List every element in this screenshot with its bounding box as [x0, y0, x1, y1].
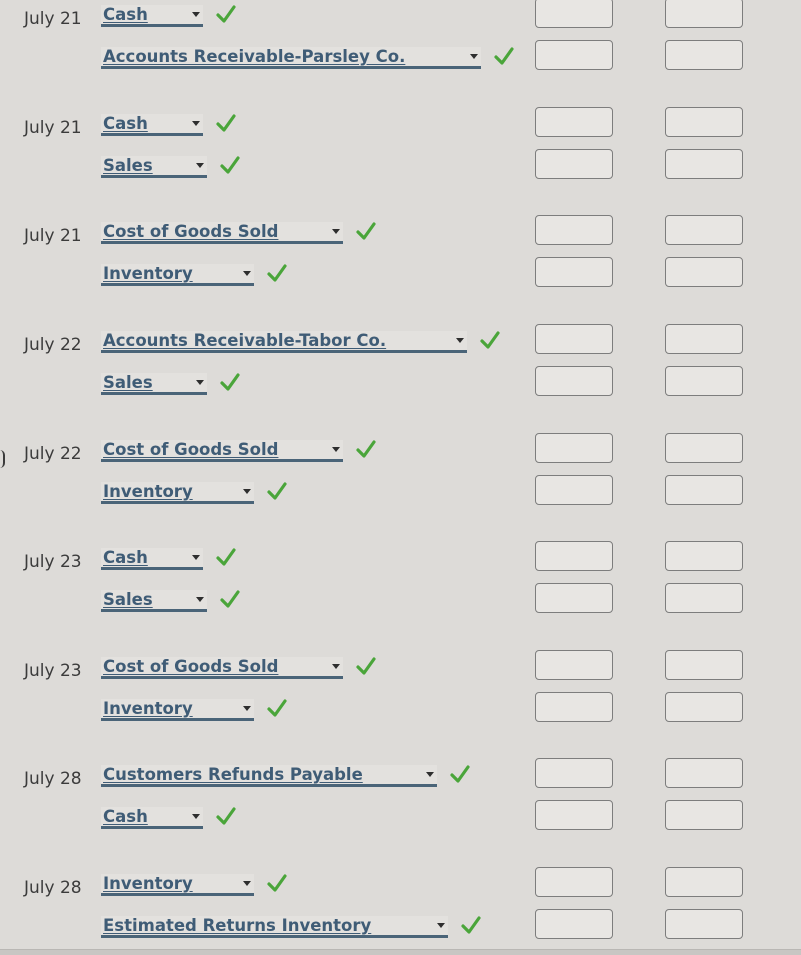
credit-input[interactable]	[665, 215, 743, 245]
account-select[interactable]	[101, 114, 203, 136]
chevron-down-icon	[243, 489, 251, 494]
entry-date: July 23	[24, 552, 82, 572]
account-select[interactable]	[101, 657, 343, 679]
debit-input[interactable]	[535, 650, 613, 680]
account-select[interactable]	[101, 5, 203, 27]
chevron-down-icon	[192, 121, 200, 126]
entry-date: July 22	[24, 444, 82, 464]
credit-input[interactable]	[665, 0, 743, 28]
journal-row	[0, 874, 801, 908]
credit-input[interactable]	[665, 541, 743, 571]
journal-row	[0, 548, 801, 582]
account-select-label: Cash	[103, 548, 148, 567]
check-icon	[449, 764, 471, 786]
journal-row	[0, 5, 801, 39]
journal-row	[0, 765, 801, 799]
debit-input[interactable]	[535, 758, 613, 788]
journal-row	[0, 657, 801, 691]
chevron-down-icon	[196, 163, 204, 168]
chevron-down-icon	[332, 664, 340, 669]
account-select-label: Sales	[103, 590, 153, 609]
check-icon	[460, 915, 482, 937]
account-select-label: Inventory	[103, 874, 193, 893]
journal-row	[0, 807, 801, 841]
chevron-down-icon	[332, 229, 340, 234]
check-icon	[215, 547, 237, 569]
entry-date: July 28	[24, 769, 82, 789]
account-select-label: Cash	[103, 114, 148, 133]
account-select-label: Sales	[103, 373, 153, 392]
credit-input[interactable]	[665, 257, 743, 287]
account-select-label: Cost of Goods Sold	[103, 440, 279, 459]
check-icon	[215, 806, 237, 828]
account-select-label: Sales	[103, 156, 153, 175]
account-select-label: Accounts Receivable-Parsley Co.	[103, 47, 406, 66]
debit-input[interactable]	[535, 800, 613, 830]
edge-marker	[0, 450, 5, 468]
credit-input[interactable]	[665, 475, 743, 505]
check-icon	[479, 330, 501, 352]
chevron-down-icon	[243, 706, 251, 711]
account-select-label: Cost of Goods Sold	[103, 657, 279, 676]
account-select[interactable]	[101, 264, 254, 286]
entry-date: July 23	[24, 661, 82, 681]
debit-input[interactable]	[535, 583, 613, 613]
debit-input[interactable]	[535, 149, 613, 179]
check-icon	[355, 439, 377, 461]
account-select[interactable]	[101, 373, 207, 395]
entry-date: July 21	[24, 9, 82, 29]
account-select[interactable]	[101, 916, 448, 938]
credit-input[interactable]	[665, 583, 743, 613]
chevron-down-icon	[332, 447, 340, 452]
credit-input[interactable]	[665, 867, 743, 897]
debit-input[interactable]	[535, 867, 613, 897]
debit-input[interactable]	[535, 257, 613, 287]
journal-row	[0, 482, 801, 516]
credit-input[interactable]	[665, 107, 743, 137]
chevron-down-icon	[196, 597, 204, 602]
debit-input[interactable]	[535, 909, 613, 939]
account-select-label: Estimated Returns Inventory	[103, 916, 372, 935]
check-icon	[266, 873, 288, 895]
account-select[interactable]	[101, 331, 467, 353]
entry-date: July 22	[24, 335, 82, 355]
check-icon	[355, 221, 377, 243]
credit-input[interactable]	[665, 149, 743, 179]
check-icon	[219, 372, 241, 394]
check-icon	[266, 698, 288, 720]
credit-input[interactable]	[665, 366, 743, 396]
debit-input[interactable]	[535, 541, 613, 571]
journal-row	[0, 590, 801, 624]
entry-date: July 28	[24, 878, 82, 898]
journal-row	[0, 699, 801, 733]
credit-input[interactable]	[665, 433, 743, 463]
journal-row	[0, 916, 801, 950]
account-select[interactable]	[101, 482, 254, 504]
journal-row	[0, 222, 801, 256]
check-icon	[266, 263, 288, 285]
account-select[interactable]	[101, 807, 203, 829]
credit-input[interactable]	[665, 324, 743, 354]
account-select[interactable]	[101, 222, 343, 244]
account-select-label: Cash	[103, 5, 148, 24]
account-select-label: Customers Refunds Payable	[103, 765, 363, 784]
debit-input[interactable]	[535, 433, 613, 463]
chevron-down-icon	[192, 814, 200, 819]
chevron-down-icon	[426, 772, 434, 777]
debit-input[interactable]	[535, 692, 613, 722]
journal-row	[0, 331, 801, 365]
check-icon	[266, 481, 288, 503]
journal-row	[0, 373, 801, 407]
chevron-down-icon	[470, 54, 478, 59]
account-select[interactable]	[101, 156, 207, 178]
debit-input[interactable]	[535, 40, 613, 70]
chevron-down-icon	[243, 271, 251, 276]
debit-input[interactable]	[535, 215, 613, 245]
check-icon	[493, 46, 515, 68]
journal-row	[0, 264, 801, 298]
account-select-label: Inventory	[103, 482, 193, 501]
account-select-label: Cash	[103, 807, 148, 826]
check-icon	[355, 656, 377, 678]
credit-input[interactable]	[665, 909, 743, 939]
account-select-label: Inventory	[103, 699, 193, 718]
debit-input[interactable]	[535, 324, 613, 354]
chevron-down-icon	[196, 380, 204, 385]
account-select[interactable]	[101, 590, 207, 612]
account-select-label: Cost of Goods Sold	[103, 222, 279, 241]
account-select[interactable]	[101, 47, 481, 69]
journal-row	[0, 47, 801, 81]
chevron-down-icon	[456, 338, 464, 343]
chevron-down-icon	[192, 12, 200, 17]
account-select[interactable]	[101, 765, 437, 787]
check-icon	[215, 4, 237, 26]
chevron-down-icon	[437, 923, 445, 928]
account-select[interactable]	[101, 548, 203, 570]
account-select-label: Inventory	[103, 264, 193, 283]
credit-input[interactable]	[665, 692, 743, 722]
account-select-label: Accounts Receivable-Tabor Co.	[103, 331, 387, 350]
journal-row	[0, 114, 801, 148]
journal-row	[0, 156, 801, 190]
check-icon	[219, 589, 241, 611]
debit-input[interactable]	[535, 475, 613, 505]
credit-input[interactable]	[665, 40, 743, 70]
debit-input[interactable]	[535, 0, 613, 28]
journal-row	[0, 440, 801, 474]
debit-input[interactable]	[535, 366, 613, 396]
footer-divider	[0, 949, 801, 955]
credit-input[interactable]	[665, 800, 743, 830]
account-select[interactable]	[101, 874, 254, 896]
credit-input[interactable]	[665, 758, 743, 788]
check-icon	[215, 113, 237, 135]
credit-input[interactable]	[665, 650, 743, 680]
account-select[interactable]	[101, 440, 343, 462]
debit-input[interactable]	[535, 107, 613, 137]
entry-date: July 21	[24, 118, 82, 138]
check-icon	[219, 155, 241, 177]
chevron-down-icon	[192, 555, 200, 560]
entry-date: July 21	[24, 226, 82, 246]
chevron-down-icon	[243, 881, 251, 886]
account-select[interactable]	[101, 699, 254, 721]
